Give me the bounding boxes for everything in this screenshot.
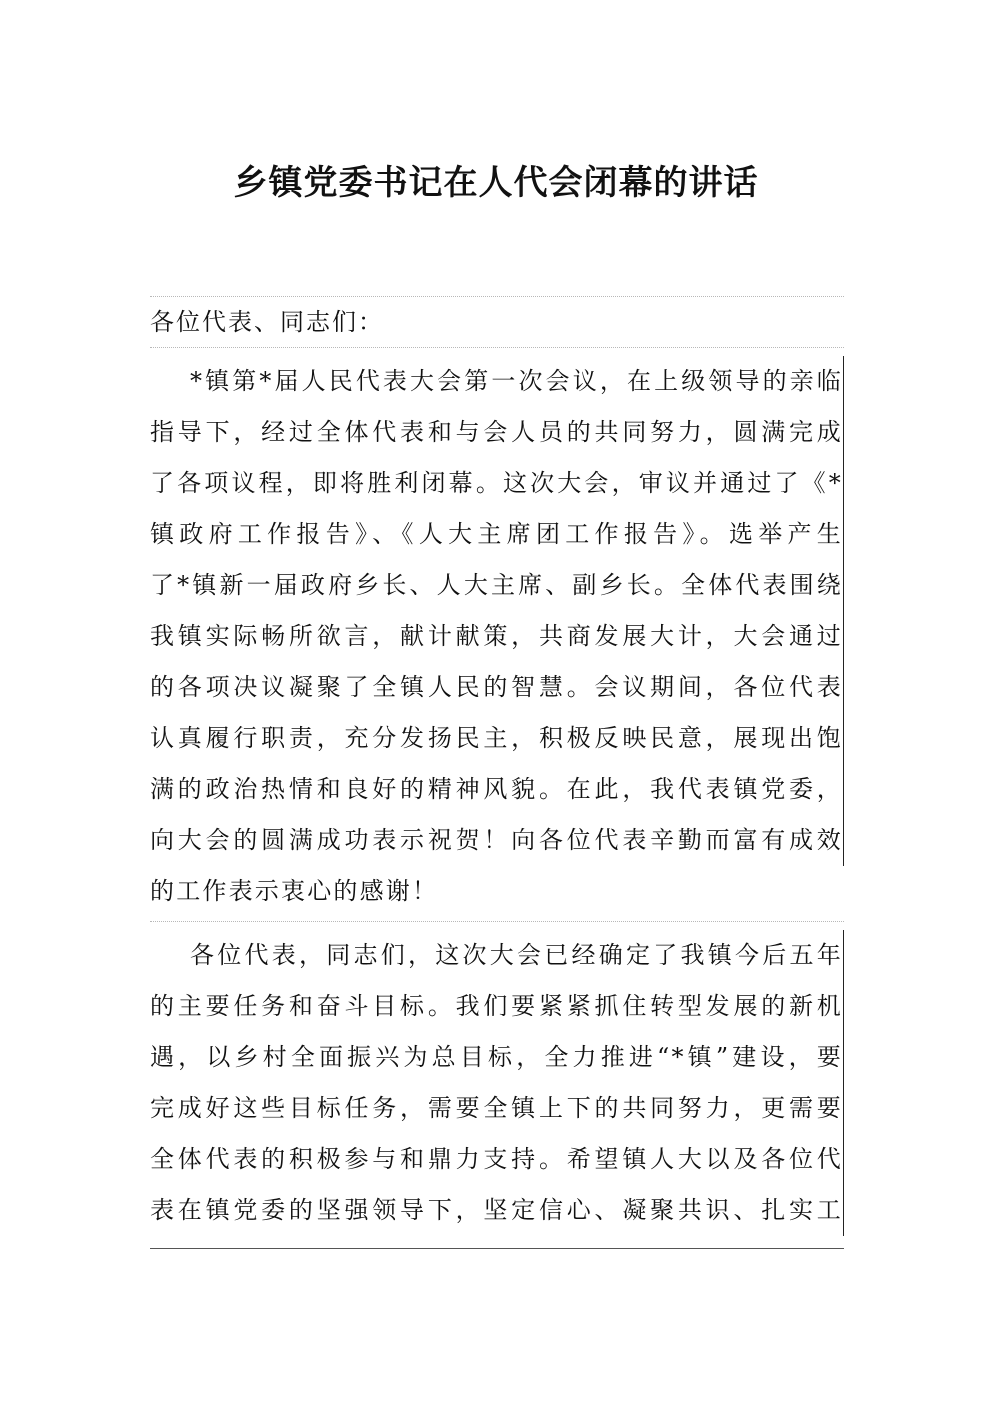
paragraph-line: 了各项议程，即将胜利闭幕。这次大会，审议并通过了《*	[150, 458, 844, 509]
paragraph-line: 表在镇党委的坚强领导下，坚定信心、凝聚共识、扎实工	[150, 1185, 844, 1236]
document-title: 乡镇党委书记在人代会闭幕的讲话	[233, 163, 759, 203]
bottom-divider	[150, 1248, 844, 1249]
paragraph-line: 的各项决议凝聚了全镇人民的智慧。会议期间，各位代表	[150, 662, 844, 713]
paragraph-line: 遇，以乡村全面振兴为总目标，全力推进“*镇”建设，要	[150, 1032, 844, 1083]
paragraph-line: *镇第*届人民代表大会第一次会议，在上级领导的亲临	[150, 356, 844, 407]
paragraph-line: 满的政治热情和良好的精神风貌。在此，我代表镇党委，	[150, 764, 844, 815]
paragraph-2	[150, 922, 844, 1240]
paragraph-line: 了*镇新一届政府乡长、人大主席、副乡长。全体代表围绕	[150, 560, 844, 611]
salutation: 各位代表、同志们：	[150, 308, 384, 336]
paragraph-line: 完成好这些目标任务，需要全镇上下的共同努力，更需要	[150, 1083, 844, 1134]
paragraph-line: 各位代表，同志们，这次大会已经确定了我镇今后五年	[150, 930, 844, 981]
paragraph-line: 镇政府工作报告》、《人大主席团工作报告》。选举产生	[150, 509, 844, 560]
paragraph-line: 我镇实际畅所欲言，献计献策，共商发展大计，大会通过	[150, 611, 844, 662]
paragraph-1	[150, 348, 844, 921]
paragraph-line: 指导下，经过全体代表和与会人员的共同努力，圆满完成	[150, 407, 844, 458]
paragraph-line: 的工作表示衷心的感谢！	[150, 877, 439, 905]
document-body	[150, 296, 844, 1249]
paragraph-line: 向大会的圆满成功表示祝贺！向各位代表辛勤而富有成效	[150, 815, 844, 866]
paragraph-line: 的主要任务和奋斗目标。我们要紧紧抓住转型发展的新机	[150, 981, 844, 1032]
paragraph-line: 认真履行职责，充分发扬民主，积极反映民意，展现出饱	[150, 713, 844, 764]
paragraph-line: 全体代表的积极参与和鼎力支持。希望镇人大以及各位代	[150, 1134, 844, 1185]
